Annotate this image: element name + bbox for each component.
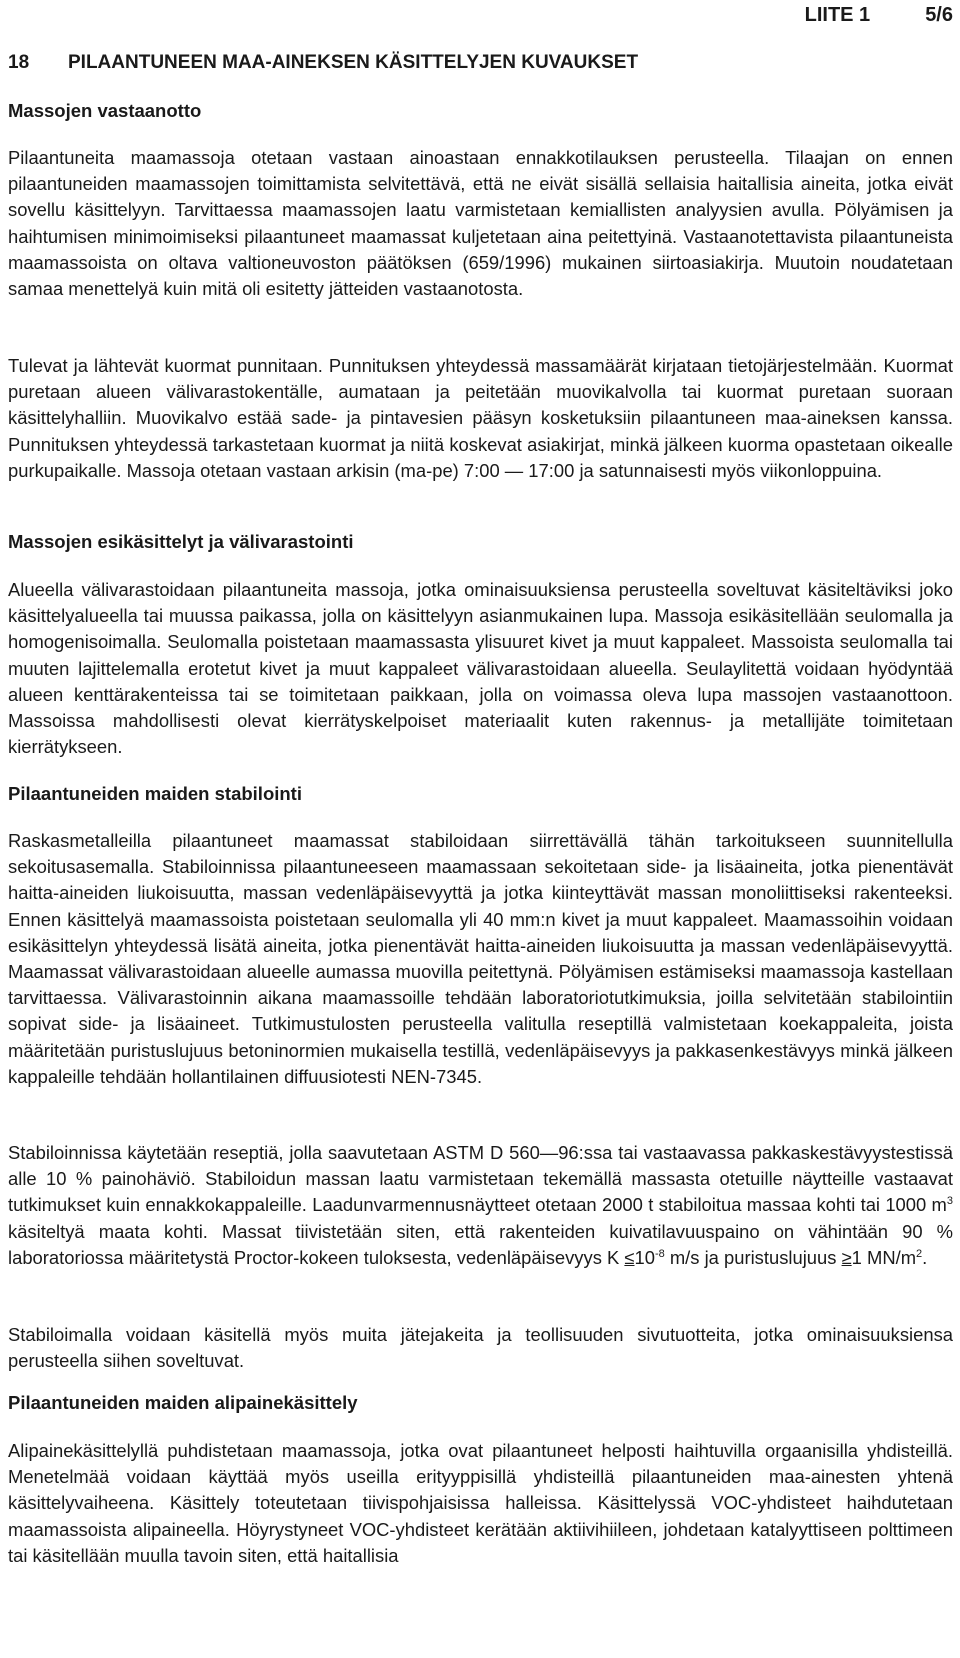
section-heading: Massojen esikäsittelyt ja välivarastointi <box>8 531 354 552</box>
appendix-label: LIITE 1 <box>804 4 871 26</box>
stabilization-paragraph-2 <box>8 1140 953 1271</box>
section-stabilization <box>8 783 953 805</box>
text-run: m/s ja puristuslujuus <box>664 1246 842 1268</box>
stabilization-paragraph-1: Raskasmetalleilla pilaantuneet maamassat stabiloidaan siirrettävällä tähän tarkoitukseen suunnitellulla sekoitusasemalla. Stabiloinnissa pilaantuneeseen maamassaan sekoitetaan side- ja lisäaineita, jotka pienentävät haitta-aineiden liukoisuutta, massan vedenläpäisevyyttä ja jotka kiinteyttävät massan monoliittiseksi rakenteeksi. Ennen käsittelyä maamassoista poistetaan seulomalla yli 40 mm:n kivet ja muut kappaleet. Maamassoihin voidaan esikäsittelyn yhteydessä lisätä aineita, jotka pienentävät haitta-aineiden liukoisuutta ja massan vedenläpäisevyyttä. Maamassat välivarastoidaan alueelle aumassa muovilla peitettynä. Pölyämisen estämiseksi maamassoja kastellaan tarvittaessa. Välivarastoinnin aikana maamassoille tehdään laboratoriotutkimuksia, joilla selvitetään stabilointiin sopivat side- ja lisäaineet. Tutkimustulosten perusteella valitulla reseptillä valmistetaan koekappaleita, joista määritetään puristuslujuus betoninormien mukaisella testillä, vedenläpäisevyys ja pakkasenkestävyys minkä jälkeen kappaleille tehdään hollantilainen diffuusiotesti NEN-7345. <box>8 830 953 1087</box>
stabilization-paragraph-2-wrap <box>8 1140 953 1271</box>
reception-paragraph-1: Pilaantuneita maamassoja otetaan vastaan ainoastaan ennakkotilauksen perusteella. Tilaajan on ennen pilaantuneiden maamassojen toimittamista selvitettävä, että ne eivät sisällä sellaisia haitallisia aineita, jotka eivät sovellu käsittelyyn. Tarvittaessa maamassojen laatu varmistetaan kemiallisten analyysien avulla. Pölyämisen ja haihtumisen minimoimiseksi pilaantuneet maamassat kuljetetaan aina peitettyinä. Vastaanotettavista pilaantuneista maamassoista on oltava valtioneuvoston päätöksen (659/1996) mukainen siirtoasiakirja. Muutoin noudatetaan samaa menettelyä kuin mitä oli esitetty jätteiden vastaanotosta. <box>8 147 953 300</box>
ge-symbol: ≥ <box>841 1246 852 1268</box>
section-vacuum <box>8 1392 953 1414</box>
chapter-title-text: PILAANTUNEEN MAA-AINEKSEN KÄSITTELYJEN KUVAUKSET <box>68 52 639 73</box>
stabilization-paragraph-3: Stabiloimalla voidaan käsitellä myös muita jätejakeita ja teollisuuden sivutuotteita, jotka ominaisuuksiensa perusteella siihen soveltuvat. <box>8 1324 953 1372</box>
section-heading: Pilaantuneiden maiden stabilointi <box>8 783 302 804</box>
text-run: 10 <box>634 1246 655 1268</box>
section-heading: Massojen vastaanotto <box>8 100 202 121</box>
section-heading: Pilaantuneiden maiden alipainekäsittely <box>8 1392 358 1413</box>
page-header <box>805 4 953 27</box>
section-pretreatment <box>8 531 953 553</box>
reception-paragraph-1-wrap <box>8 145 953 302</box>
text-run: 1 MN/m <box>851 1246 917 1268</box>
text-run: käsiteltyä maata kohti. Massat tiivistetään siten, että rakenteiden kuivatilavuuspaino on vähintään 90 % laboratoriossa määritetystä Proctor-kokeen tuloksesta, vedenläpäisevyys K <box>8 1220 953 1268</box>
section-reception <box>8 100 953 122</box>
chapter-title <box>8 52 638 74</box>
le-symbol: ≤ <box>624 1246 635 1268</box>
text-run: Stabiloinnissa käytetään reseptiä, jolla saavutetaan ASTM D 560—96:ssa tai vastaavassa pakkaskestävyystestissä alle 10 % painohäviö. Stabiloidun massan laatu varmistetaan tekemällä massasta otetuille näytteille vastaavat tutkimukset kuin ennakkokappaleille. Laadunvarmennusnäytteet otetaan 2000 t stabiloitua massaa kohti tai 1000 m <box>8 1142 953 1216</box>
reception-paragraph-2-wrap <box>8 353 953 484</box>
chapter-number: 18 <box>8 52 30 73</box>
text-run: . <box>922 1246 928 1268</box>
vacuum-paragraph-1: Alipainekäsittelyllä puhdistetaan maamassoja, jotka ovat pilaantuneet helposti haihtuvilla orgaanisilla yhdisteillä. Menetelmää voidaan käyttää myös useilla erityyppisillä yhdisteillä pilaantuneiden maa-ainesten yhtenä käsittelyvaiheena. Käsittely toteutetaan tiivispohjaisissa halleissa. Käsittelyssä VOC-yhdisteet haihdutetaan maamassoista alipaineella. Höyrystyneet VOC-yhdisteet kerätään aktiivihiileen, johdetaan katalyyttiseen polttimeen tai käsitellään muulla tavoin siten, että haitallisia <box>8 1440 953 1566</box>
pretreatment-paragraph-1-wrap <box>8 577 953 760</box>
superscript: 3 <box>946 1195 953 1208</box>
stabilization-paragraph-3-wrap <box>8 1322 953 1374</box>
superscript: 2 <box>916 1247 923 1260</box>
pretreatment-paragraph-1: Alueella välivarastoidaan pilaantuneita massoja, jotka ominaisuuksiensa perusteella soveltuvat käsiteltäviksi joko käsittelyalueella tai muussa paikassa, jolla on käsittelyyn asianmukainen lupa. Massoja esikäsitellään seulomalla ja homogenisoimalla. Seulomalla poistetaan maamassasta ylisuuret kivet ja muut kappaleet. Massoista seulomalla tai muuten lajittelemalla erotetut kivet ja muut kappaleet välivarastoidaan alueella. Seulaylitettä voidaan hyödyntää alueen kenttärakenteissa tai se toimitetaan paikkaan, jolla on voimassa oleva lupa massojen vastaanottoon. Massoissa mahdollisesti olevat kierrätyskelpoiset materiaalit kuten rakennus- ja metallijäte toimitetaan kierrätykseen. <box>8 579 953 758</box>
reception-paragraph-2: Tulevat ja lähtevät kuormat punnitaan. Punnituksen yhteydessä massamäärät kirjataan tietojärjestelmään. Kuormat puretaan alueen välivarastokentälle, aumataan ja peitetään muovikalvolla tai kuormat puretaan suoraan käsittelyhalliin. Muovikalvo estää sade- ja pintavesien pääsyn kosketuksiin pilaantuneen maa-aineksen kanssa. Punnituksen yhteydessä tarkastetaan kuormat ja niitä koskevat asiakirjat, minkä jälkeen kuorma opastetaan oikealle purkupaikalle. Massoja otetaan vastaan arkisin (ma-pe) 7:00 — 17:00 ja satunnaisesti myös viikonloppuina. <box>8 355 953 481</box>
superscript: -8 <box>654 1247 665 1260</box>
stabilization-paragraph-1-wrap <box>8 828 953 1090</box>
vacuum-paragraph-1-wrap <box>8 1438 953 1569</box>
page-number: 5/6 <box>925 4 953 26</box>
